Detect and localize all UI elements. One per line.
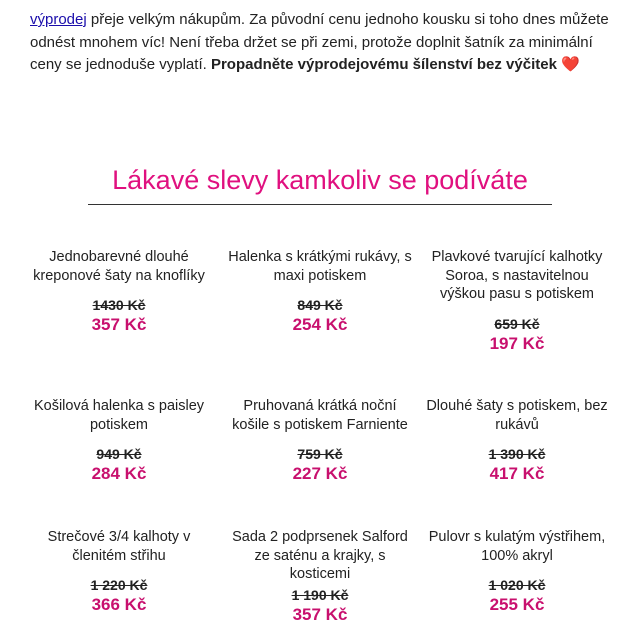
product-card[interactable] [24,528,214,616]
product-name[interactable]: Strečové 3/4 kalhoty v členitém střihu [47,529,191,564]
intro-text: přeje velkým nákupům. Za původní cenu jednoho kousku si toho dnes můžete odnést mnohem víc! Není třeba držet se při zemi, protože doplnit šatník za minimální ceny se jednoduše vyplatí. [30,11,609,73]
section-divider [88,204,552,205]
old-price: 849 Kč [297,297,343,313]
product-card[interactable] [225,248,415,336]
old-price: 759 Kč [297,446,343,462]
product-card[interactable] [422,397,612,485]
product-name[interactable]: Plavkové tvarující kalhotky Soroa, s nastavitelnou výškou pasu s potiskem [431,249,603,302]
new-price: 197 Kč [489,333,545,353]
new-price: 255 Kč [489,595,545,614]
new-price: 227 Kč [292,464,348,483]
new-price: 357 Kč [292,604,348,624]
old-price: 1 220 Kč [90,577,148,593]
old-price: 659 Kč [494,315,540,332]
product-name[interactable]: Košilová halenka s paisley potiskem [33,398,205,433]
old-price: 1430 Kč [92,297,146,313]
product-name[interactable]: Pulovr s kulatým výstřihem, 100% akryl [428,529,606,564]
new-price: 366 Kč [91,595,147,614]
product-name[interactable]: Sada 2 podprsenek Salford ze saténu a krajky, s kosticemi [232,529,408,582]
old-price: 1 020 Kč [488,577,546,593]
old-price: 1 190 Kč [291,586,349,603]
product-card[interactable] [422,528,612,616]
new-price: 254 Kč [292,315,348,334]
intro-paragraph [30,9,620,77]
new-price: 417 Kč [489,464,545,483]
product-name[interactable]: Jednobarevné dlouhé kreponové šaty na knoflíky [33,249,205,284]
product-card[interactable] [24,248,214,336]
new-price: 357 Kč [91,315,147,334]
intro-bold-text: Propadněte výprodejovému šílenství bez výčitek [210,56,557,73]
product-card[interactable] [422,248,612,355]
old-price: 1 390 Kč [488,446,546,462]
product-card[interactable] [225,528,415,626]
product-name[interactable]: Halenka s krátkými rukávy, s maxi potiskem [228,249,412,284]
sale-link[interactable]: výprodej [30,11,87,28]
heart-icon: ❤️ [561,56,580,73]
product-name[interactable]: Dlouhé šaty s potiskem, bez rukávů [426,398,608,433]
product-name[interactable]: Pruhovaná krátká noční košile s potiskem Farniente [232,398,408,433]
product-card[interactable] [24,397,214,485]
product-card[interactable] [225,397,415,485]
old-price: 949 Kč [96,446,142,462]
section-title: Lákavé slevy kamkoliv se podíváte [112,165,528,195]
new-price: 284 Kč [91,464,147,483]
